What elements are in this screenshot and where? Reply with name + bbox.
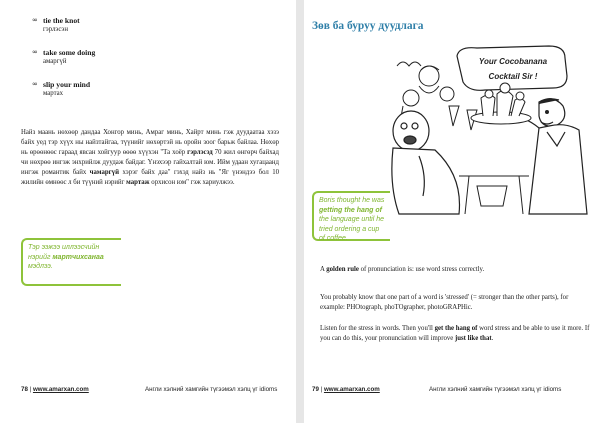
story-text: 70 жил өнгөрч байхад чи нөхрөө ингэж энхрийлж дуудаж байдаг. Үнэхээр гайхалтай юм. Ийм удаан хугацаанд ингэж романтик байх: [21, 149, 279, 176]
footer-separator: |: [27, 386, 33, 393]
poster-text-line1: Your Cocobanana: [478, 57, 548, 66]
story-paragraph: [21, 128, 279, 188]
body-paragraph-1: [320, 265, 590, 275]
footer-title: Англи хэлний хамгийн түгээмэл хэлц үг idioms: [145, 386, 278, 393]
idiom-item: [33, 48, 233, 66]
infinity-bullet-icon: ∞: [32, 16, 38, 24]
body-paragraph-2: You probably know that one part of a word is 'stressed' (= stronger than the other parts), for example: PHOtograph, phoTOgrapher, photoGRAPHic.: [320, 294, 569, 311]
bird-icon: [397, 62, 421, 66]
page-number: 78: [21, 386, 28, 393]
page-number: 79: [312, 386, 319, 393]
story-bold: чамаргүй: [89, 169, 120, 176]
shocked-man: [392, 111, 460, 214]
note-bold: getting the hang of: [319, 206, 382, 214]
note-text: иллээсчийн нэрийг: [28, 244, 100, 261]
footer-link[interactable]: www.amarxan.com: [323, 386, 380, 393]
page-heading: Зөв ба буруу дуудлага: [312, 20, 424, 32]
note-text: ээжээ: [41, 244, 61, 251]
footer-separator: |: [318, 386, 324, 393]
footer-link[interactable]: www.amarxan.com: [32, 386, 89, 393]
story-text: орхисон юм" гэж хариулжээ.: [149, 179, 235, 186]
idiom-phrase: tie the knot: [43, 16, 80, 25]
table-lines: [459, 176, 529, 214]
note-text: Boris thought he was: [319, 197, 385, 204]
poster-sign: [457, 46, 567, 90]
body-text: word stress and be able to use it more. If you can do this, your pronunciation will improve: [320, 325, 590, 342]
body-text: .: [491, 335, 494, 342]
body-bold: get the hang of: [434, 325, 478, 332]
story-bold: мартаж: [126, 179, 150, 186]
story-text: хэрэг байх даа" гэхэд найз нь "Яг үнэндээ бол 10 жилийн өмнөөс л би түүний нэрийг: [21, 169, 279, 186]
idiom-translation: мартах: [43, 90, 64, 97]
idiom-translation: амаргүй: [43, 58, 67, 65]
body-paragraph-3: [320, 324, 590, 344]
left-page: [0, 0, 296, 423]
poster-text-line2: Cocktail Sir !: [488, 72, 538, 81]
footer-title: Англи хэлний хамгийн түгээмэл хэлц үг idioms: [429, 386, 562, 393]
infinity-bullet-icon: ∞: [32, 80, 38, 88]
translation-note: [21, 238, 121, 286]
idiom-list: [33, 16, 233, 112]
left-footer: [21, 386, 278, 393]
body-bold: golden rule: [326, 266, 359, 273]
body-text: of pronunciation is: use word stress correctly.: [358, 266, 485, 273]
idiom-translation: гэрлэсэн: [43, 26, 68, 33]
body-text: A: [320, 266, 327, 273]
body-text: Listen for the stress in words. Then you'll: [320, 325, 435, 332]
cartoon-illustration: [389, 36, 589, 216]
note-bold: мартчихсанаа: [52, 253, 104, 261]
idiom-item: [33, 16, 233, 34]
glass-icon: [449, 106, 459, 126]
note-text: the language until he tried ordering a cup of coffee.: [319, 216, 384, 242]
right-footer: [312, 386, 562, 393]
idiom-phrase: take some doing: [43, 48, 96, 57]
body-bold: just like that: [454, 335, 492, 342]
idiom-item: [33, 80, 233, 98]
story-bold: гэрлэсэд: [187, 149, 213, 156]
story-text: Найз маань нөхөөр дандаа Хонгор минь, Амраг минь, Хайрт минь гэж дуудаатаа хэзэ байх уед тэр хүүх ны найзтайгаа, түүнийг нөхөртэй нь оройн зоог барьж байлаа. Нөхөр нь өрөөнөөс гараад явсан хойгуур өөөө хүүхэн "Та хоёр: [21, 129, 279, 156]
english-note: [312, 191, 390, 241]
infinity-bullet-icon: ∞: [32, 48, 38, 56]
note-text: Тэр: [28, 244, 42, 251]
note-text: мэдлээ.: [28, 263, 53, 270]
idiom-phrase: slip your mind: [43, 80, 91, 89]
